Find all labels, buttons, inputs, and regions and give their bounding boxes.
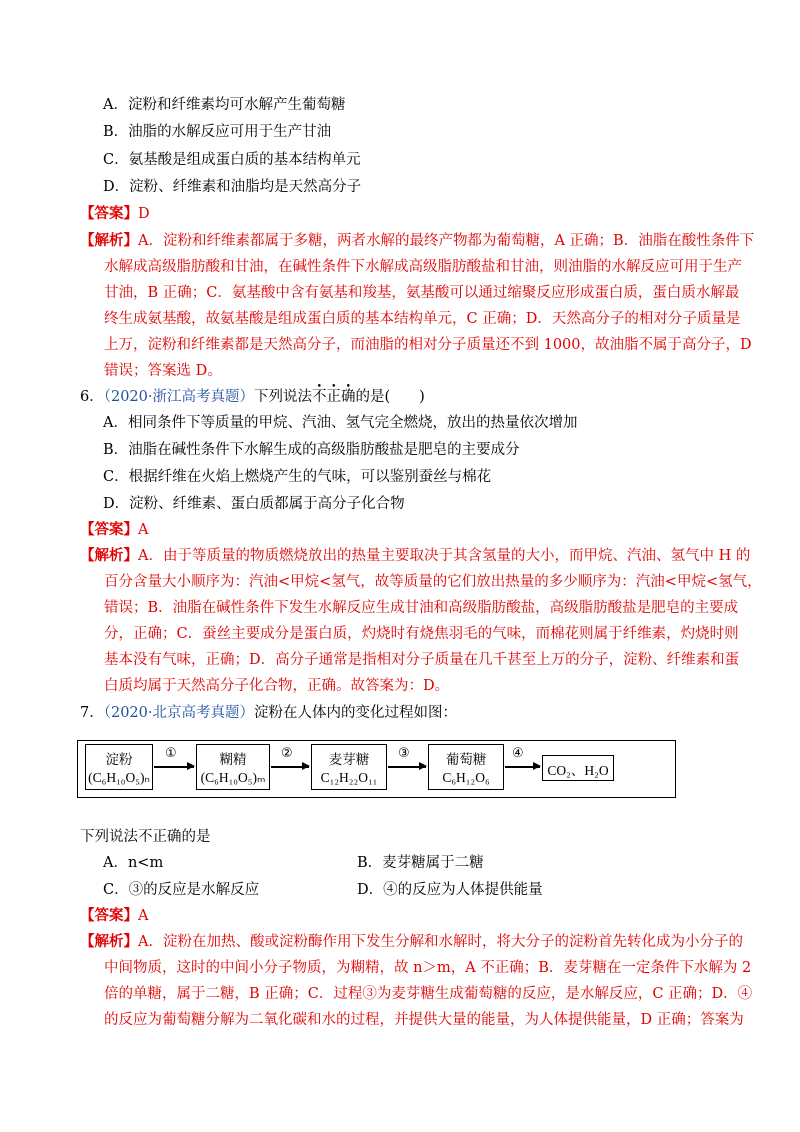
step-label: ② — [281, 746, 293, 761]
flow-arrow — [388, 766, 426, 768]
flow-arrow — [505, 766, 540, 768]
q6-option-d: D．淀粉、纤维素、蛋白质都属于高分子化合物 — [103, 496, 405, 512]
question-number: 7． — [80, 705, 104, 721]
q6-stem: 6．（2020·浙江高考真题）下列说法不正确的是( ) — [80, 389, 425, 405]
question-number: 6． — [80, 389, 104, 405]
q7-question: 下列说法不正确的是 — [80, 829, 211, 845]
analysis-line: 百分含量大小顺序为：汽油<甲烷<氢气，故等质量的它们放出热量的多少顺序为：汽油<甲烷<氢气， — [104, 574, 762, 590]
emphasis-char: 不 — [312, 389, 327, 405]
q5-option-a: A．淀粉和纤维素均可水解产生葡萄糖 — [103, 97, 346, 113]
analysis-label: 【解析】 — [80, 933, 138, 950]
q7-option-c: C．③的反应是水解反应 — [103, 882, 260, 898]
answer-value: A — [138, 522, 149, 538]
flow-box-dextrin: 糊精 (C₆H₁₀O₅)ₘ — [196, 744, 270, 790]
emphasis-char: 正 — [326, 389, 341, 405]
flow-box-starch: 淀粉 (C₆H₁₀O₅)ₙ — [85, 744, 153, 790]
emphasis-char: 确 — [341, 389, 356, 405]
analysis-line: 中间物质，这时的中间小分子物质，为糊精，故 n＞m，A 不正确；B．麦芽糖在一定条件下水解为 2 — [104, 960, 752, 976]
flow-arrow — [154, 766, 194, 768]
analysis-line: 白质均属于天然高分子化合物，正确。故答案为：D。 — [104, 678, 450, 694]
q5-option-d: D．淀粉、纤维素和油脂均是天然高分子 — [103, 179, 362, 195]
q7-answer — [80, 906, 148, 926]
analysis-line: 甘油，B 正确；C．氨基酸中含有氨基和羧基，氨基酸可以通过缩聚反应形成蛋白质，蛋白质水解最 — [104, 285, 740, 301]
analysis-line: 上万，淀粉和纤维素都是天然高分子，而油脂的相对分子质量还不到 1000，故油脂不属于高分子，D — [104, 337, 752, 353]
analysis-line: 基本没有气味，正确；D．高分子通常是指相对分子质量在几千甚至上万的分子，淀粉、纤维素和蛋 — [104, 652, 740, 668]
q6-option-b: B．油脂在碱性条件下水解生成的高级脂肪酸盐是肥皂的主要成分 — [103, 442, 520, 458]
question-source: （2020·浙江高考真题） — [103, 389, 254, 405]
flow-box-maltose: 麦芽糖 C₁₂H₂₂O₁₁ — [311, 744, 387, 790]
analysis-label: 【解析】 — [80, 232, 138, 249]
flow-box-products: CO₂、H₂O — [542, 755, 614, 781]
q7-option-d: D．④的反应为人体提供能量 — [357, 882, 543, 898]
step-label: ③ — [398, 746, 410, 761]
q5-option-b: B．油脂的水解反应可用于生产甘油 — [103, 124, 332, 140]
answer-label: 【答案】 — [80, 205, 138, 222]
analysis-line: 分，正确；C．蚕丝主要成分是蛋白质，灼烧时有烧焦羽毛的气味，而棉花则属于纤维素，灼烧时则 — [104, 626, 739, 642]
analysis-line: 【解析】A．淀粉和纤维素都属于多糖，两者水解的最终产物都为葡萄糖，A 正确；B．油脂在酸性条件下 — [80, 232, 755, 249]
q5-option-c: C．氨基酸是组成蛋白质的基本结构单元 — [103, 152, 361, 168]
q6-option-a: A．相同条件下等质量的甲烷、汽油、氢气完全燃烧，放出的热量依次增加 — [103, 415, 578, 431]
q7-option-b: B．麦芽糖属于二糖 — [357, 855, 484, 871]
analysis-line: 【解析】A．淀粉在加热、酸或淀粉酶作用下发生分解和水解时，将大分子的淀粉首先转化成为小分子的 — [80, 933, 743, 950]
step-label: ④ — [512, 746, 524, 761]
flow-box-glucose: 葡萄糖 C₆H₁₂O₆ — [428, 744, 504, 790]
analysis-line: 【解析】A．由于等质量的物质燃烧放出的热量主要取决于其含氢量的大小，而甲烷、汽油、氢气中 H 的 — [80, 547, 751, 564]
q7-option-a: A．n<m — [103, 855, 164, 871]
analysis-line: 的反应为葡萄糖分解为二氧化碳和水的过程，并提供大量的能量，为人体提供能量，D 正确；答案为 — [104, 1012, 744, 1028]
flow-arrow — [271, 766, 309, 768]
analysis-line: 倍的单糖，属于二糖，B 正确；C．过程③为麦芽糖生成葡萄糖的反应，是水解反应，C 正确；D．④ — [104, 986, 753, 1002]
q5-answer — [80, 204, 150, 224]
question-source: （2020·北京高考真题） — [103, 705, 254, 721]
answer-label: 【答案】 — [80, 907, 138, 924]
analysis-line: 水解成高级脂肪酸和甘油，在碱性条件下水解成高级脂肪酸盐和甘油，则油脂的水解反应可用于生产 — [104, 259, 742, 275]
step-label: ① — [165, 746, 177, 761]
q7-stem: 7．（2020·北京高考真题）淀粉在人体内的变化过程如图： — [80, 705, 457, 721]
analysis-line: 错误；答案选 D。 — [104, 363, 222, 379]
q6-answer — [80, 520, 148, 540]
analysis-line: 错误；B．油脂在碱性条件下发生水解反应生成甘油和高级脂肪酸盐，高级脂肪酸盐是肥皂的主要成 — [104, 600, 739, 616]
analysis-label: 【解析】 — [80, 547, 138, 564]
analysis-line: 终生成氨基酸，故氨基酸是组成蛋白质的基本结构单元，C 正确；D．天然高分子的相对分子质量是 — [104, 311, 741, 327]
answer-label: 【答案】 — [80, 521, 138, 538]
answer-value: D — [138, 206, 150, 222]
q6-option-c: C．根据纤维在火焰上燃烧产生的气味，可以鉴别蚕丝与棉花 — [103, 469, 492, 485]
answer-value: A — [138, 908, 149, 924]
